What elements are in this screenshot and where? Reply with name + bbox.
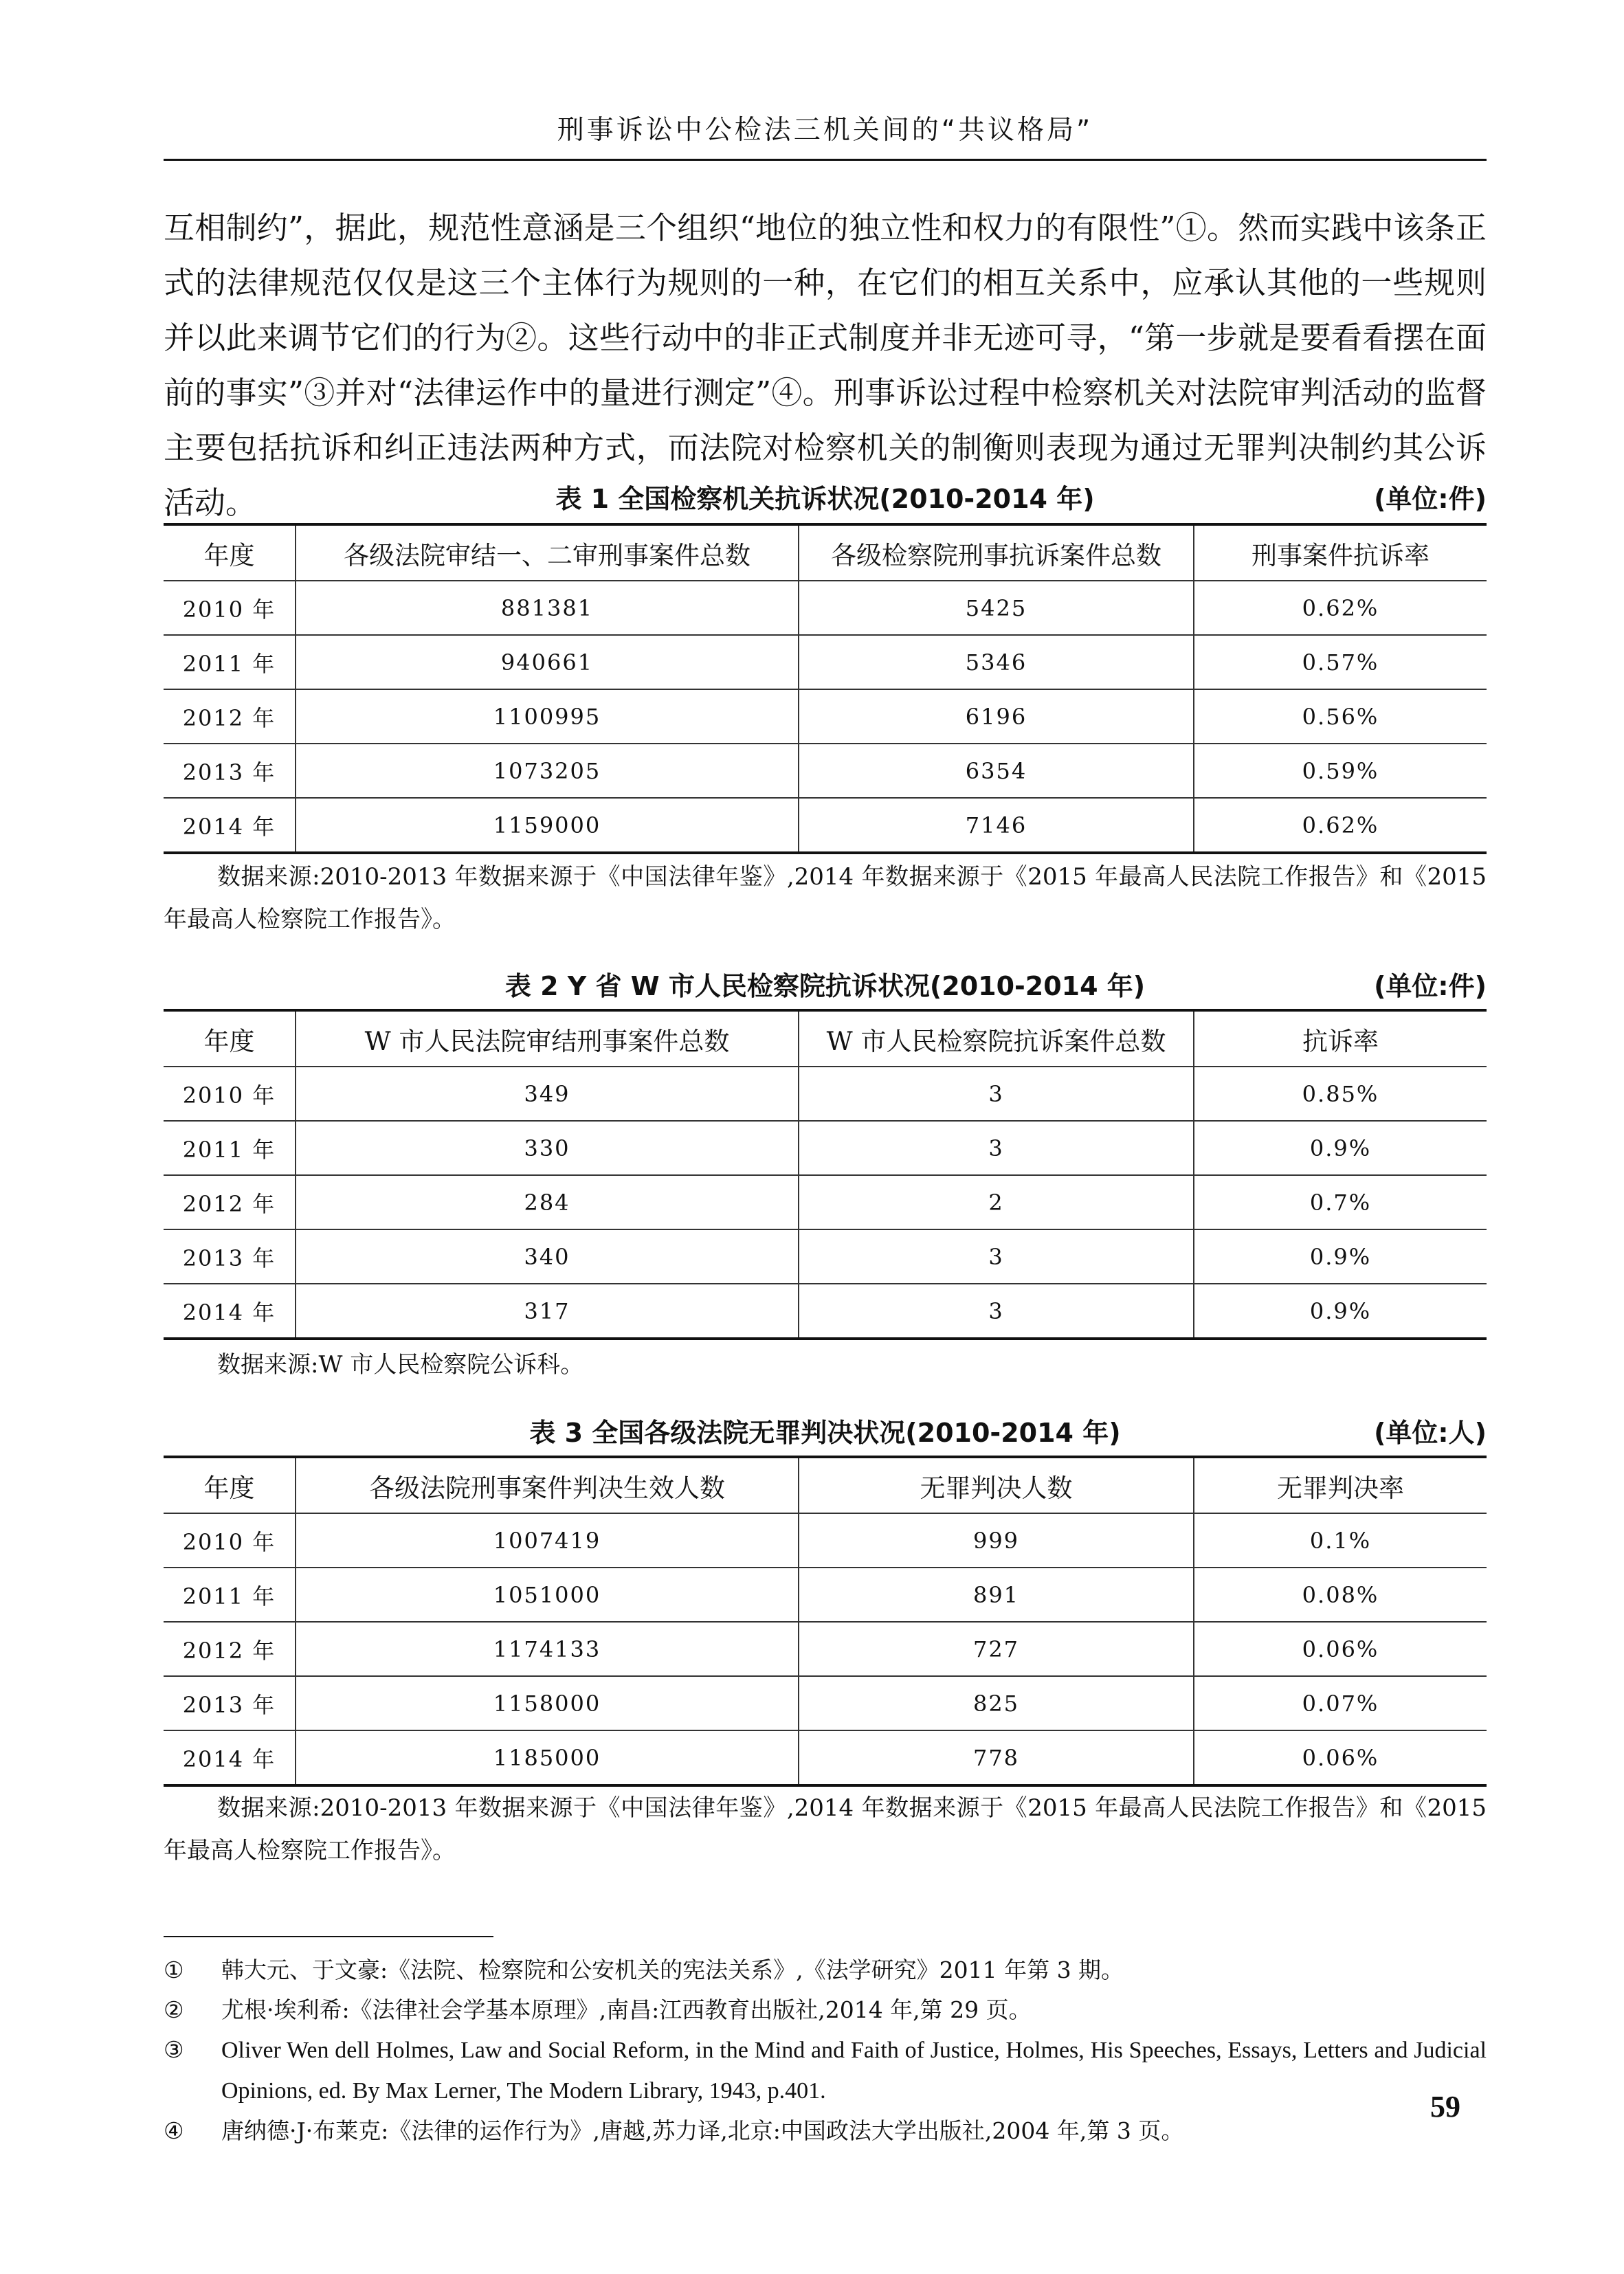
footnote-mark: ① [164, 1957, 184, 1983]
table-cell: 1174133 [296, 1622, 799, 1676]
table-3-source-note: 数据来源:2010-2013 年数据来源于《中国法律年鉴》,2014 年数据来源于《2015 年最高人民法院工作报告》和《2015 年最高人检察院工作报告》。 [164, 1794, 1487, 1864]
table-3 [164, 1456, 1487, 1787]
header-rule [164, 159, 1487, 161]
table-cell: 6354 [799, 744, 1194, 798]
table-cell: 2014 年 [164, 798, 296, 853]
footnote-text: 唐纳德·J·布莱克:《法律的运作行为》,唐越,苏力译,北京:中国政法大学出版社,2004 年,第 3 页。 [221, 2117, 1184, 2144]
table-cell: 1100995 [296, 689, 799, 744]
column-header: W 市人民检察院抗诉案件总数 [799, 1010, 1194, 1067]
table-1 [164, 523, 1487, 854]
table-cell: 2013 年 [164, 1676, 296, 1730]
table-1-source-note: 数据来源:2010-2013 年数据来源于《中国法律年鉴》,2014 年数据来源于《2015 年最高人民法院工作报告》和《2015 年最高人检察院工作报告》。 [164, 863, 1487, 933]
table-cell: 0.08% [1194, 1568, 1487, 1622]
table-cell: 2013 年 [164, 1229, 296, 1284]
column-header: 无罪判决人数 [799, 1457, 1194, 1513]
footnote-3 [164, 2030, 1487, 2111]
table-cell: 2011 年 [164, 635, 296, 689]
table-cell: 2012 年 [164, 1175, 296, 1229]
table-cell: 1158000 [296, 1676, 799, 1730]
table-header-row [164, 1457, 1487, 1513]
table-cell: 2010 年 [164, 1067, 296, 1121]
table-cell: 2010 年 [164, 581, 296, 635]
table-3-caption [164, 1412, 1487, 1453]
table-cell: 727 [799, 1622, 1194, 1676]
table-3-unit: (单位:人) [1374, 1418, 1487, 1448]
table-cell: 940661 [296, 635, 799, 689]
column-header: 刑事案件抗诉率 [1194, 524, 1487, 581]
column-header: 年度 [164, 1457, 296, 1513]
column-header: 无罪判决率 [1194, 1457, 1487, 1513]
footnote-mark: ④ [164, 2117, 184, 2144]
table-cell: 2010 年 [164, 1513, 296, 1568]
table-cell: 3 [799, 1121, 1194, 1175]
table-cell: 349 [296, 1067, 799, 1121]
table-cell: 3 [799, 1284, 1194, 1339]
table-cell: 1159000 [296, 798, 799, 853]
table-cell: 2012 年 [164, 689, 296, 744]
footnotes [164, 1950, 1487, 2151]
table-row [164, 1676, 1487, 1730]
table-row [164, 1175, 1487, 1229]
column-header: 各级法院刑事案件判决生效人数 [296, 1457, 799, 1513]
table-row [164, 581, 1487, 635]
table-3-title: 表 3 全国各级法院无罪判决状况(2010-2014 年) [529, 1418, 1121, 1448]
table-cell: 778 [799, 1730, 1194, 1785]
footnote-mark: ② [164, 1996, 184, 2023]
footnote-text: Oliver Wen dell Holmes, Law and Social Reform, in the Mind and Faith of Justice, Holmes, His Speeches, Essays, Letters and Judicial Opinions, ed. By Max Lerner, The Modern Library, 1943, p.401. [221, 2038, 1487, 2104]
column-header: 各级法院审结一、二审刑事案件总数 [296, 524, 799, 581]
column-header: 年度 [164, 1010, 296, 1067]
table-cell: 3 [799, 1229, 1194, 1284]
table-cell: 317 [296, 1284, 799, 1339]
table-row [164, 1067, 1487, 1121]
column-header: 抗诉率 [1194, 1010, 1487, 1067]
table-cell: 0.06% [1194, 1730, 1487, 1785]
table-row [164, 635, 1487, 689]
table-cell: 999 [799, 1513, 1194, 1568]
table-cell: 0.57% [1194, 635, 1487, 689]
table-cell: 0.07% [1194, 1676, 1487, 1730]
table-cell: 5425 [799, 581, 1194, 635]
table-cell: 825 [799, 1676, 1194, 1730]
table-2-source-note: 数据来源:W 市人民检察院公诉科。 [217, 1351, 584, 1379]
table-cell: 284 [296, 1175, 799, 1229]
table-cell: 0.06% [1194, 1622, 1487, 1676]
table-cell: 5346 [799, 635, 1194, 689]
table-row [164, 1121, 1487, 1175]
footnote-mark: ③ [164, 2036, 184, 2063]
body-paragraph: 互相制约”，据此，规范性意涵是三个组织“地位的独立性和权力的有限性”①。然而实践中该条正式的法律规范仅仅是这三个主体行为规则的一种，在它们的相互关系中，应承认其他的一些规则并以此来调节它们的行为②。这些行动中的非正式制度并非无迹可寻，“第一步就是要看看摆在面前的事实”③并对“法律运作中的量进行测定”④。刑事诉讼过程中检察机关对法院审判活动的监督主要包括抗诉和纠正违法两种方式，而法院对检察机关的制衡则表现为通过无罪判决制约其公诉活动。 [164, 210, 1487, 521]
footnote-4 [164, 2111, 1487, 2151]
table-cell: 330 [296, 1121, 799, 1175]
table-cell: 0.9% [1194, 1229, 1487, 1284]
table-cell: 3 [799, 1067, 1194, 1121]
table-row [164, 689, 1487, 744]
table-row [164, 1284, 1487, 1339]
table-1-unit: (单位:件) [1374, 484, 1487, 514]
footnote-text: 尤根·埃利希:《法律社会学基本原理》,南昌:江西教育出版社,2014 年,第 29 页。 [221, 1996, 1032, 2023]
table-cell: 0.1% [1194, 1513, 1487, 1568]
table-cell: 1051000 [296, 1568, 799, 1622]
table-cell: 0.62% [1194, 581, 1487, 635]
table-cell: 6196 [799, 689, 1194, 744]
column-header: 各级检察院刑事抗诉案件总数 [799, 524, 1194, 581]
running-head: 刑事诉讼中公检法三机关间的“共议格局” [557, 115, 1093, 146]
table-cell: 2012 年 [164, 1622, 296, 1676]
table-cell: 2011 年 [164, 1121, 296, 1175]
table-cell: 2011 年 [164, 1568, 296, 1622]
table-row [164, 798, 1487, 853]
footnote-text: 韩大元、于文豪:《法院、检察院和公安机关的宪法关系》,《法学研究》2011 年第 3 期。 [221, 1957, 1124, 1983]
table-2-title: 表 2 Y 省 W 市人民检察院抗诉状况(2010-2014 年) [504, 971, 1146, 1001]
table-cell: 2013 年 [164, 744, 296, 798]
table-cell: 0.7% [1194, 1175, 1487, 1229]
table-cell: 0.85% [1194, 1067, 1487, 1121]
table-cell: 0.56% [1194, 689, 1487, 744]
table-2 [164, 1009, 1487, 1340]
table-1-title: 表 1 全国检察机关抗诉状况(2010-2014 年) [555, 484, 1095, 514]
table-cell: 2014 年 [164, 1730, 296, 1785]
table-cell: 881381 [296, 581, 799, 635]
table-cell: 891 [799, 1568, 1194, 1622]
column-header: 年度 [164, 524, 296, 581]
table-row [164, 1513, 1487, 1568]
table-cell: 0.9% [1194, 1121, 1487, 1175]
table-cell: 2 [799, 1175, 1194, 1229]
table-cell: 340 [296, 1229, 799, 1284]
table-cell: 2014 年 [164, 1284, 296, 1339]
footnote-2 [164, 1990, 1487, 2030]
table-row [164, 1568, 1487, 1622]
table-cell: 7146 [799, 798, 1194, 853]
table-row [164, 1622, 1487, 1676]
table-row [164, 744, 1487, 798]
table-cell: 1185000 [296, 1730, 799, 1785]
table-1-caption [164, 478, 1487, 520]
table-header-row [164, 1010, 1487, 1067]
table-row [164, 1730, 1487, 1785]
page-number: 59 [1430, 2090, 1460, 2123]
table-cell: 1007419 [296, 1513, 799, 1568]
footnote-1 [164, 1950, 1487, 1990]
table-2-unit: (单位:件) [1374, 971, 1487, 1001]
footnote-rule [164, 1936, 493, 1937]
column-header: W 市人民法院审结刑事案件总数 [296, 1010, 799, 1067]
table-cell: 0.9% [1194, 1284, 1487, 1339]
table-row [164, 1229, 1487, 1284]
table-cell: 1073205 [296, 744, 799, 798]
table-2-caption [164, 966, 1487, 1007]
table-header-row [164, 524, 1487, 581]
table-cell: 0.62% [1194, 798, 1487, 853]
table-cell: 0.59% [1194, 744, 1487, 798]
